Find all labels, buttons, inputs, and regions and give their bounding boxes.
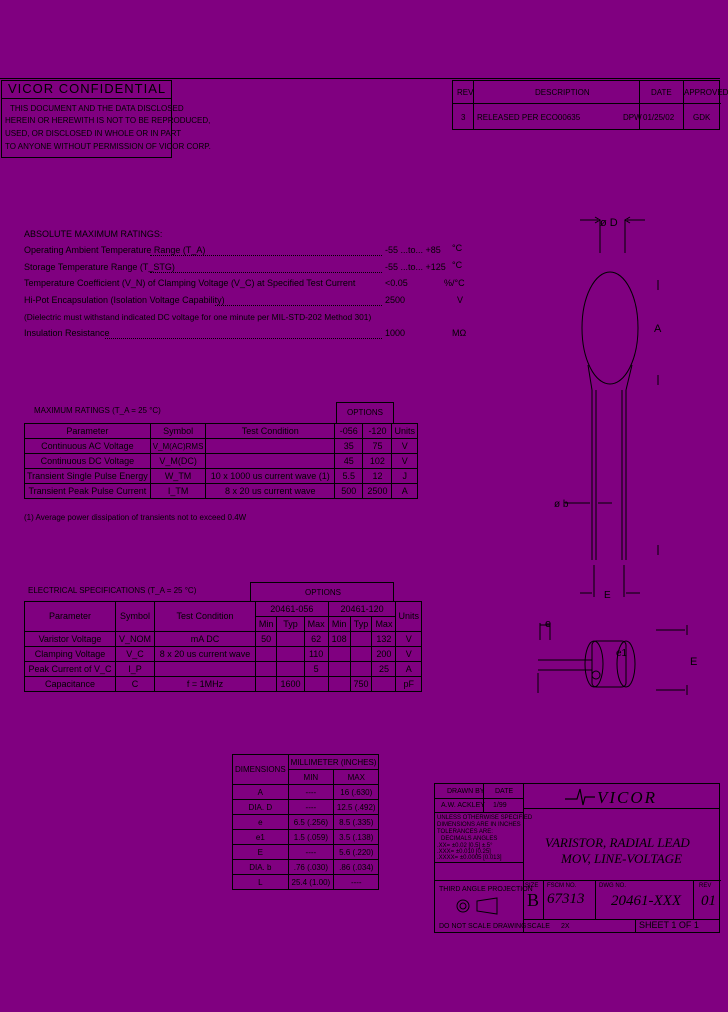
dim-label-e: e [545, 618, 552, 630]
sheet-label: SHEET 1 OF 1 [639, 920, 699, 930]
drawn-by-label: DRAWN BY [447, 788, 485, 795]
abs-row-value: 1000 [385, 328, 406, 338]
table-cell: Capacitance [25, 677, 116, 692]
revision-block [452, 80, 728, 130]
table-cell [328, 677, 350, 692]
table-cell: 12 [363, 469, 392, 484]
col-header: Units [392, 424, 418, 439]
fscm-value: 67313 [547, 891, 585, 907]
table-cell: A [392, 484, 418, 499]
table-cell: 132 [372, 632, 396, 647]
abs-row-unit: °C [452, 260, 463, 270]
confidential-line: HEREIN OR HEREWITH IS NOT TO BE REPRODUCED, [5, 116, 211, 125]
col-header: Min [256, 617, 277, 632]
table-cell: 6.5 (.256) [288, 815, 333, 830]
table-cell [256, 662, 277, 677]
tolerance-line: DIMENSIONS ARE IN INCHES [437, 822, 521, 828]
table-cell: 500 [335, 484, 363, 499]
table-cell: Varistor Voltage [25, 632, 116, 647]
table-cell: C [116, 677, 155, 692]
table-cell: 750 [350, 677, 372, 692]
col-header: MILLIMETER (INCHES) [288, 755, 379, 770]
drawing-border-top [0, 78, 720, 79]
table-cell [256, 677, 277, 692]
varistor-side-view [530, 615, 720, 695]
vicor-logo: VICOR [597, 788, 658, 807]
max-options-box [336, 402, 394, 424]
table-cell: f = 1MHz [155, 677, 256, 692]
size-label: SIZE [525, 883, 539, 889]
tolerance-line: UNLESS OTHERWISE SPECIFIED [437, 815, 533, 821]
col-header: Test Condition [206, 424, 335, 439]
table-cell: I_TM [150, 484, 206, 499]
varistor-front-view [540, 205, 720, 605]
electrical-options-label: OPTIONS [305, 588, 342, 597]
table-cell: ---- [288, 845, 333, 860]
table-row [25, 662, 422, 677]
table-cell: L [233, 875, 289, 890]
max-ratings-note: (1) Average power dissipation of transients not to exceed 0.4W [24, 513, 247, 522]
drawing-title-line: VARISTOR, RADIAL LEAD [545, 835, 690, 850]
confidential-line: USED, OR DISCLOSED IN WHOLE OR IN PART [5, 129, 182, 138]
table-cell: W_TM [150, 469, 206, 484]
abs-row-note: (Dielectric must withstand indicated DC voltage for one minute per MIL-STD-202 Method 301) [24, 312, 372, 322]
table-cell: V_NOM [116, 632, 155, 647]
rev-description: RELEASED PER ECO00635 [477, 113, 581, 122]
tolerance-line: .XXX= ±0.010 [0.25] [437, 849, 491, 855]
table-row [233, 815, 379, 830]
table-cell: 110 [304, 647, 328, 662]
table-cell: V_M(AC)RMS [150, 439, 206, 454]
table-cell: 8.5 (.335) [334, 815, 379, 830]
table-cell: 108 [328, 632, 350, 647]
abs-row-label: Operating Ambient Temperature Range (T_A) [24, 245, 206, 255]
table-cell: 2500 [363, 484, 392, 499]
table-header-row [233, 755, 379, 770]
table-cell: Transient Peak Pulse Current [25, 484, 151, 499]
abs-row-value: -55 ...to... +85 [385, 245, 441, 255]
dim-label-e-bottom: E [604, 590, 611, 601]
table-cell [304, 677, 328, 692]
option-a-header: 20461-056 [256, 602, 329, 617]
electrical-options-box [250, 582, 394, 602]
table-cell: Clamping Voltage [25, 647, 116, 662]
drawn-date: 1/99 [493, 802, 507, 809]
table-cell: J [392, 469, 418, 484]
table-cell [155, 662, 256, 677]
max-ratings-table [24, 423, 418, 499]
col-header: Typ [277, 617, 304, 632]
col-header: -056 [335, 424, 363, 439]
confidential-box [1, 80, 211, 158]
table-cell: 8 x 20 us current wave [155, 647, 256, 662]
table-cell [328, 662, 350, 677]
fscm-label: FSCM NO. [547, 883, 577, 889]
table-cell: V_C [116, 647, 155, 662]
col-header: Parameter [25, 424, 151, 439]
third-angle-projection-icon [453, 896, 503, 916]
table-cell: V_M(DC) [150, 454, 206, 469]
table-row [25, 454, 418, 469]
table-cell [277, 662, 304, 677]
drawing-title-line: MOV, LINE-VOLTAGE [561, 851, 682, 866]
confidential-line: THIS DOCUMENT AND THE DATA DISCLOSED [10, 104, 184, 113]
table-cell: Transient Single Pulse Energy [25, 469, 151, 484]
table-cell [350, 647, 372, 662]
dim-label-d: ø D [600, 217, 618, 229]
scale-value: 2X [561, 923, 570, 930]
abs-row-label: Temperature Coefficient (V_N) of Clamping Voltage (V_C) at Specified Test Current [24, 278, 356, 288]
electrical-title: ELECTRICAL SPECIFICATIONS (T_A = 25 °C) [28, 586, 197, 595]
rev-value: 3 [461, 113, 466, 122]
tolerance-line: TOLERANCES ARE: [437, 829, 493, 835]
confidential-title: VICOR CONFIDENTIAL [8, 81, 167, 96]
table-row [25, 439, 418, 454]
approved-header: APPROVED [684, 88, 728, 97]
table-cell: ---- [334, 875, 379, 890]
col-header: Units [396, 602, 422, 632]
table-cell: 25 [372, 662, 396, 677]
col-header: Symbol [116, 602, 155, 632]
table-row [233, 785, 379, 800]
dwg-label: DWG NO. [599, 883, 626, 889]
table-row [25, 677, 422, 692]
table-cell: 50 [256, 632, 277, 647]
table-cell: Continuous AC Voltage [25, 439, 151, 454]
table-cell: 5.6 (.220) [334, 845, 379, 860]
abs-row-unit: MΩ [452, 328, 467, 338]
table-cell: ---- [288, 800, 333, 815]
table-cell: A [396, 662, 422, 677]
table-row [25, 484, 418, 499]
dimensions-table [232, 754, 379, 890]
abs-row-label: Storage Temperature Range (T_STG) [24, 262, 175, 272]
dim-label-e1: e1 [616, 648, 628, 659]
table-cell [206, 439, 335, 454]
rev-date: 01/25/02 [643, 113, 675, 122]
col-header: Max [304, 617, 328, 632]
table-row [25, 647, 422, 662]
col-header: MAX [334, 770, 379, 785]
table-cell: V [396, 632, 422, 647]
max-options-label: OPTIONS [347, 408, 384, 417]
col-header: MIN [288, 770, 333, 785]
table-cell: DIA. D [233, 800, 289, 815]
table-cell: 16 (.630) [334, 785, 379, 800]
rev-by: DPW [623, 113, 642, 122]
dim-label-a: A [654, 323, 662, 335]
col-header: Typ [350, 617, 372, 632]
table-cell: Continuous DC Voltage [25, 454, 151, 469]
abs-row-unit: °C [452, 243, 463, 253]
scale-label: SCALE [527, 923, 550, 930]
table-cell: e [233, 815, 289, 830]
table-cell: 5.5 [335, 469, 363, 484]
table-row [233, 860, 379, 875]
tolerance-line: .XXXX= ±0.0005 [0.013] [437, 855, 502, 861]
table-cell [350, 632, 372, 647]
table-cell: .86 (.034) [334, 860, 379, 875]
table-cell: 8 x 20 us current wave [206, 484, 335, 499]
rev-approved: GDK [693, 113, 711, 122]
tolerance-line: DECIMALS ANGLES [441, 836, 498, 842]
table-cell: 10 x 1000 us current wave (1) [206, 469, 335, 484]
table-cell [350, 662, 372, 677]
table-cell: mA DC [155, 632, 256, 647]
table-cell: V [392, 454, 418, 469]
col-header: Symbol [150, 424, 206, 439]
table-row [233, 800, 379, 815]
do-not-scale-label: DO NOT SCALE DRAWING [439, 923, 527, 930]
size-value: B [527, 890, 540, 910]
table-cell [277, 632, 304, 647]
col-header: Test Condition [155, 602, 256, 632]
table-cell: A [233, 785, 289, 800]
table-cell: 25.4 (1.00) [288, 875, 333, 890]
col-header: Parameter [25, 602, 116, 632]
table-row [233, 830, 379, 845]
abs-row-value: -55 ...to... +125 [385, 262, 446, 272]
table-cell: V [392, 439, 418, 454]
table-header-row [25, 424, 418, 439]
electrical-table [24, 601, 422, 692]
abs-row-unit: V [457, 295, 464, 305]
table-cell: 12.5 (.492) [334, 800, 379, 815]
vicor-logo-icon [565, 787, 595, 807]
abs-row-value: 2500 [385, 295, 406, 305]
col-header: DIMENSIONS [233, 755, 289, 785]
option-b-header: 20461-120 [328, 602, 396, 617]
table-cell [256, 647, 277, 662]
table-cell: 75 [363, 439, 392, 454]
table-row [233, 845, 379, 860]
col-header: -120 [363, 424, 392, 439]
date-label: DATE [495, 788, 514, 795]
table-cell: 102 [363, 454, 392, 469]
max-ratings-title: MAXIMUM RATINGS (T_A = 25 °C) [34, 406, 161, 415]
table-cell: ---- [288, 785, 333, 800]
table-cell [206, 454, 335, 469]
table-cell: 200 [372, 647, 396, 662]
dwg-value: 20461-XXX [611, 893, 681, 909]
table-cell: Peak Current of V_C [25, 662, 116, 677]
table-cell: 62 [304, 632, 328, 647]
table-cell: 45 [335, 454, 363, 469]
table-cell: 35 [335, 439, 363, 454]
table-cell: I_P [116, 662, 155, 677]
abs-row-value: <0.05 [385, 278, 408, 288]
confidential-line: TO ANYONE WITHOUT PERMISSION OF VICOR CORP. [5, 142, 211, 151]
table-cell: .76 (.030) [288, 860, 333, 875]
table-cell [372, 677, 396, 692]
rev-header: REV [457, 88, 474, 97]
rev-label: REV [699, 883, 712, 889]
dim-label-e-side: E [690, 656, 698, 668]
table-cell: 1600 [277, 677, 304, 692]
table-cell: e1 [233, 830, 289, 845]
table-cell: pF [396, 677, 422, 692]
table-header-row [25, 602, 422, 617]
col-header: Max [372, 617, 396, 632]
dim-label-b: ø b [554, 499, 569, 510]
table-cell: 1.5 (.059) [288, 830, 333, 845]
table-cell: 3.5 (.138) [334, 830, 379, 845]
table-row [25, 632, 422, 647]
col-header: Min [328, 617, 350, 632]
abs-row-unit: %/°C [444, 278, 465, 288]
table-cell: V [396, 647, 422, 662]
abs-ratings-title: ABSOLUTE MAXIMUM RATINGS: [24, 229, 163, 239]
table-row [25, 469, 418, 484]
date-header: DATE [651, 88, 672, 97]
table-cell [277, 647, 304, 662]
table-cell [328, 647, 350, 662]
projection-label: THIRD ANGLE PROJECTION [439, 886, 533, 893]
abs-row-label: Hi-Pot Encapsulation (Isolation Voltage Capability) [24, 295, 225, 305]
rev-value-title: 01 [701, 893, 716, 909]
table-cell: 5 [304, 662, 328, 677]
abs-row-label: Insulation Resistance [24, 328, 110, 338]
table-row [233, 875, 379, 890]
description-header: DESCRIPTION [535, 88, 590, 97]
tolerance-line: .XX= ±0.02 [0.5] ±.5° [437, 843, 493, 849]
table-cell: E [233, 845, 289, 860]
table-cell: DIA. b [233, 860, 289, 875]
drawn-by: A.W. ACKLEY [441, 802, 485, 809]
title-block [434, 783, 720, 933]
